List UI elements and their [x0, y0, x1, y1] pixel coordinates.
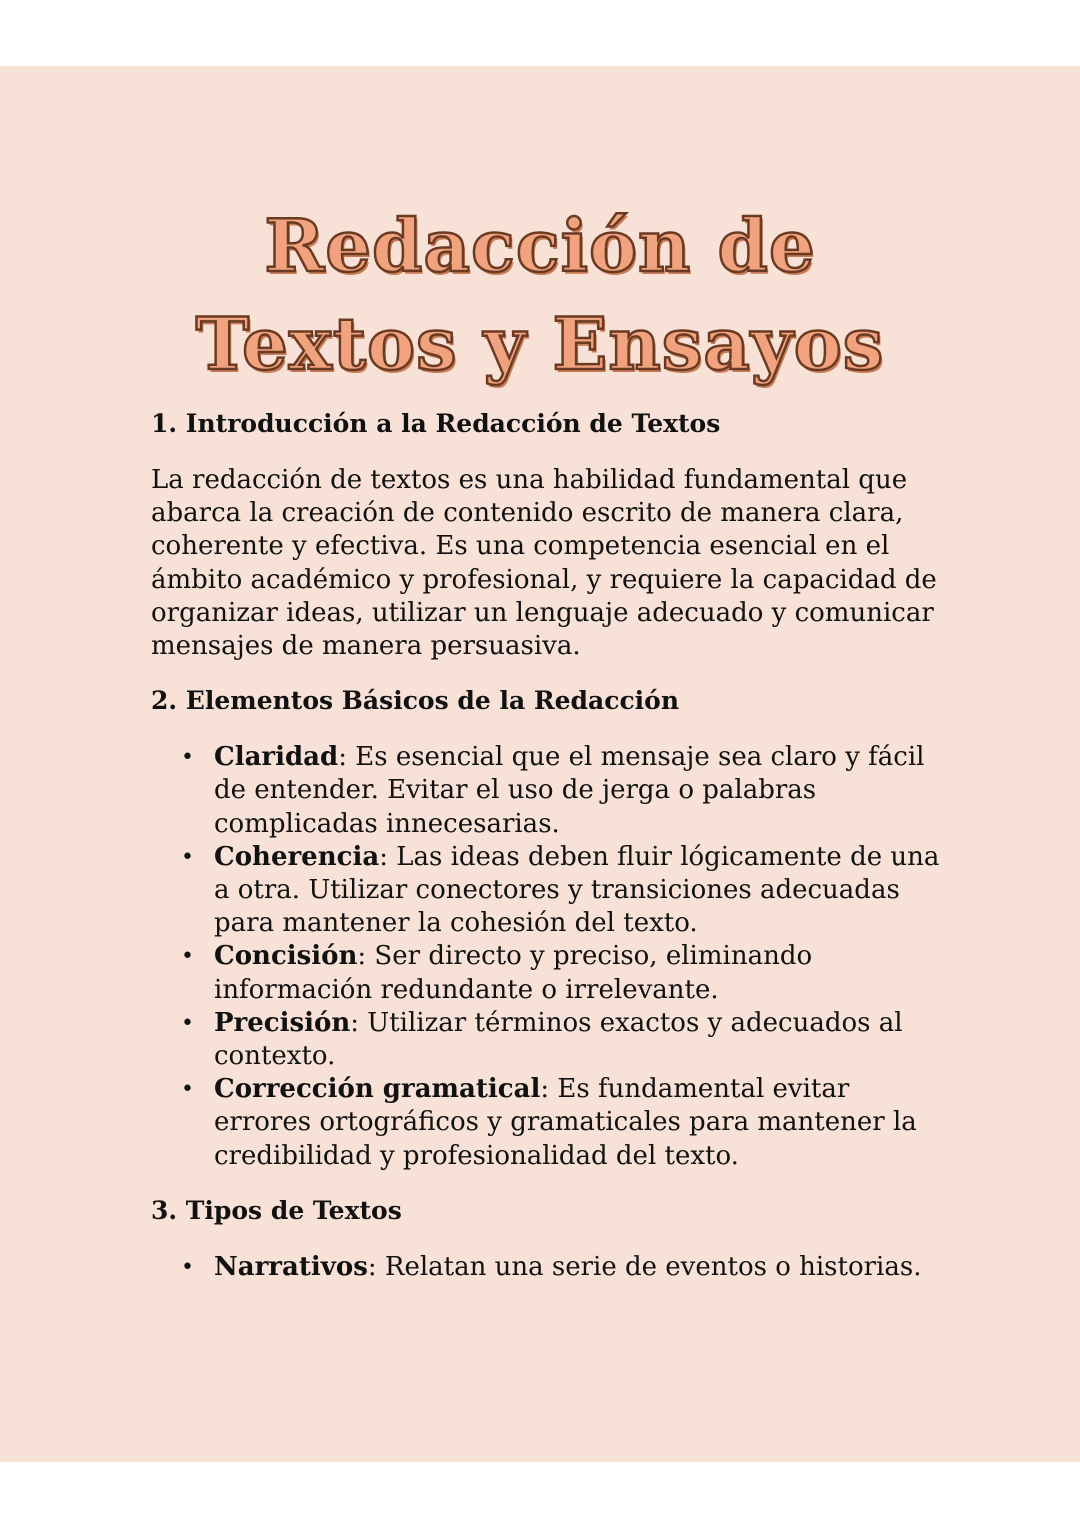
document-page	[0, 66, 1080, 1462]
section-3-heading: 3. Tipos de Textos	[151, 1195, 402, 1225]
title-line-1: Redacción de	[264, 203, 816, 288]
list-item-text: : Utilizar términos exactos y adecuados al contexto.	[214, 1007, 903, 1072]
list-item	[151, 841, 941, 941]
bullet-icon: •	[181, 1010, 194, 1036]
list-item	[151, 741, 941, 841]
list-item	[151, 1007, 941, 1073]
list-item-term: Claridad	[214, 742, 339, 773]
list-item-term: Narrativos	[214, 1251, 368, 1282]
elements-list	[151, 741, 941, 1173]
bullet-icon: •	[181, 1077, 194, 1103]
bullet-icon: •	[181, 944, 194, 970]
list-item-text: : Relatan una serie de eventos o historias.	[367, 1251, 922, 1282]
list-item-text: : Ser directo y preciso, eliminando información redundante o irrelevante.	[214, 941, 813, 1005]
section-2-heading: 2. Elementos Básicos de la Redacción	[151, 686, 680, 716]
section-1-paragraph: La redacción de textos es una habilidad fundamental que abarca la creación de contenido escrito de manera clara, coherente y efectiva. Es una competencia esencial en el ámbito académico y profesional, y requiere la capacidad de organizar ideas, utilizar un lenguaje adecuado y comunicar mensajes de manera persuasiva.	[151, 465, 937, 662]
list-item	[151, 940, 941, 1006]
title-line-2: Textos y Ensayos	[195, 301, 885, 386]
list-item-text: : Es fundamental evitar errores ortográficos y gramaticales para mantener la credibilidad y profesionalidad del texto.	[214, 1074, 917, 1171]
bullet-icon: •	[181, 745, 194, 771]
bullet-icon: •	[181, 844, 194, 870]
list-item-text: : Las ideas deben fluir lógicamente de una a otra. Utilizar conectores y transiciones adecuadas para mantener la cohesión del texto.	[214, 841, 940, 939]
list-item-term: Corrección gramatical	[214, 1074, 541, 1105]
list-item-text: : Es esencial que el mensaje sea claro y fácil de entender. Evitar el uso de jerga o palabras complicadas innecesarias.	[214, 742, 925, 839]
text-types-list	[151, 1251, 941, 1284]
list-item	[151, 1073, 941, 1173]
section-1-heading: 1. Introducción a la Redacción de Textos	[151, 409, 721, 438]
list-item-term: Concisión	[214, 941, 358, 972]
list-item-term: Precisión	[214, 1007, 351, 1038]
list-item	[151, 1251, 941, 1284]
document-body	[151, 407, 941, 1284]
bullet-icon: •	[181, 1254, 194, 1280]
list-item-term: Coherencia	[214, 841, 380, 872]
